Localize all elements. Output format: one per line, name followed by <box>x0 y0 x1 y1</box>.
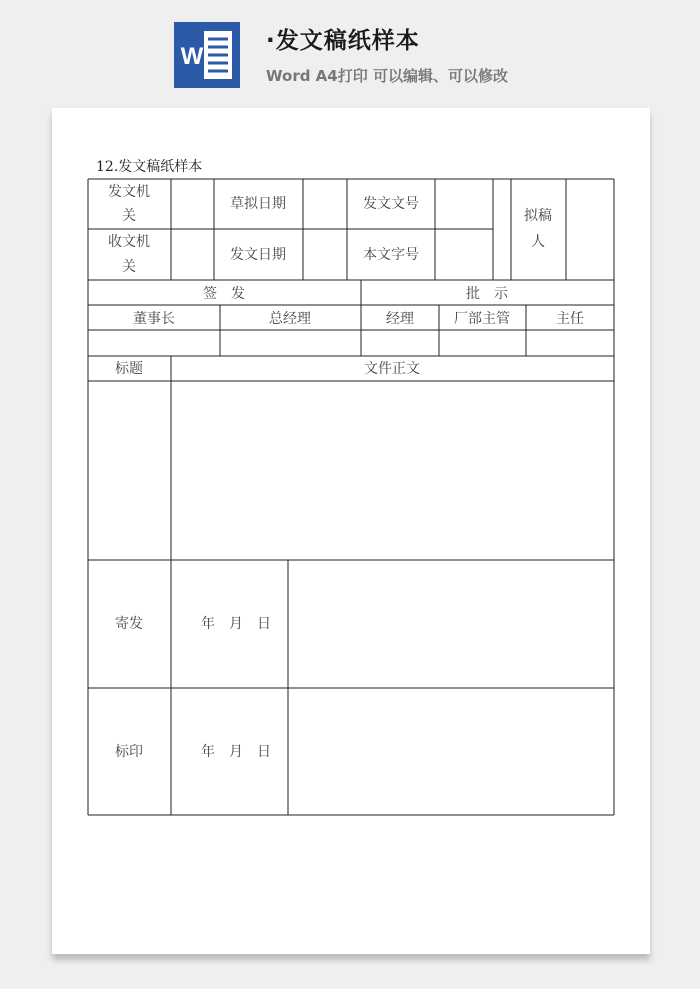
draft-date-label: 草拟日期 <box>230 196 286 212</box>
word-icon-letter: W <box>180 43 204 70</box>
drafter-label-cont: 人 <box>531 234 545 250</box>
receiving-org-label: 收文机 <box>108 234 150 250</box>
send-label: 寄发 <box>115 616 143 632</box>
print-date-label: 年 月 日 <box>201 744 271 760</box>
issue-date-label: 发文日期 <box>230 247 286 263</box>
drafter-label: 拟稿 <box>524 208 552 224</box>
chairman-label: 董事长 <box>133 311 175 327</box>
send-date-label: 年 月 日 <box>201 616 271 632</box>
body-text-label: 文件正文 <box>364 361 420 377</box>
doc-char-number-label: 本文字号 <box>363 247 419 263</box>
receiving-org-label-cont: 关 <box>122 259 136 275</box>
dispatch-form-table <box>52 108 650 954</box>
manager-label: 经理 <box>386 311 414 327</box>
issuing-org-label: 发文机 <box>108 184 150 200</box>
page-title: ·发文稿纸样本 <box>266 28 420 54</box>
issuing-org-label-cont: 关 <box>122 208 136 224</box>
document-page <box>52 108 650 954</box>
document-label: 12.发文稿纸样本 <box>96 159 203 175</box>
page-subtitle: Word A4打印 可以编辑、可以修改 <box>266 67 508 85</box>
header <box>0 0 700 108</box>
factory-director-label: 厂部主管 <box>454 311 510 327</box>
print-label: 标印 <box>115 744 143 760</box>
doc-number-label: 发文文号 <box>363 196 419 212</box>
director-label: 主任 <box>556 311 584 327</box>
sign-issue-label: 签 发 <box>203 286 245 302</box>
subject-label: 标题 <box>115 361 143 377</box>
general-manager-label: 总经理 <box>269 311 311 327</box>
word-icon <box>174 22 240 88</box>
instructions-label: 批 示 <box>466 286 508 302</box>
